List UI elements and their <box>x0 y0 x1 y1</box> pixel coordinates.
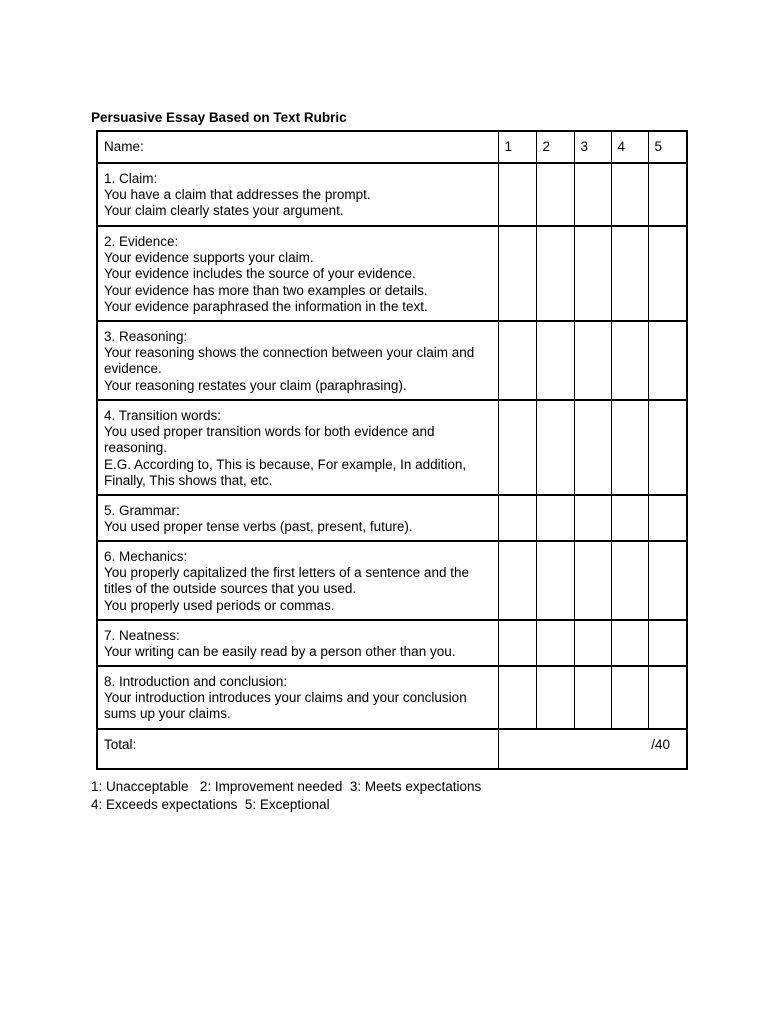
criterion-title: 3. Reasoning: <box>104 329 188 344</box>
criterion-line: Your writing can be easily read by a person other than you. <box>104 644 456 660</box>
score-cell-5[interactable] <box>648 495 687 541</box>
total-max-value: /40 <box>651 737 670 752</box>
legend-line-2: 4: Exceeds expectations 5: Exceptional <box>91 797 330 812</box>
score-cell-5[interactable] <box>648 400 687 495</box>
criterion-line: Your introduction introduces your claims and your conclusion sums up your claims. <box>104 690 467 722</box>
criterion-row-evidence <box>97 226 687 321</box>
score-cell-1[interactable] <box>498 620 536 666</box>
score-cell-3[interactable] <box>574 163 611 226</box>
total-label: Total: <box>97 729 498 769</box>
score-cell-5[interactable] <box>648 620 687 666</box>
score-header-1: 1 <box>498 131 536 163</box>
score-legend <box>91 778 481 814</box>
criterion-line: Your evidence supports your claim. <box>104 250 314 266</box>
score-cell-3[interactable] <box>574 226 611 321</box>
score-cell-4[interactable] <box>611 400 648 495</box>
score-cell-1[interactable] <box>498 321 536 400</box>
score-cell-4[interactable] <box>611 495 648 541</box>
score-cell-4[interactable] <box>611 666 648 729</box>
criterion-line: E.G. According to, This is because, For example, In addition, Finally, This shows that, etc. <box>104 456 467 488</box>
score-cell-5[interactable] <box>648 541 687 620</box>
score-cell-4[interactable] <box>611 321 648 400</box>
criterion-title: 7. Neatness: <box>104 628 180 643</box>
score-cell-2[interactable] <box>536 666 574 729</box>
rubric-table <box>96 130 688 770</box>
criterion-row-claim <box>97 163 687 226</box>
score-cell-4[interactable] <box>611 226 648 321</box>
score-cell-1[interactable] <box>498 163 536 226</box>
score-cell-5[interactable] <box>648 321 687 400</box>
criterion-line: You have a claim that addresses the prompt. <box>104 187 371 203</box>
criterion-row-mechanics <box>97 541 687 620</box>
score-cell-4[interactable] <box>611 163 648 226</box>
criterion-row-transition-words <box>97 400 687 495</box>
score-cell-1[interactable] <box>498 400 536 495</box>
criterion-line: Your evidence paraphrased the information in the text. <box>104 298 428 314</box>
score-header-5: 5 <box>648 131 687 163</box>
criterion-line: Your evidence includes the source of your evidence. <box>104 266 416 282</box>
criterion-introduction-conclusion <box>97 666 498 729</box>
criterion-grammar <box>97 495 498 541</box>
criterion-reasoning <box>97 321 498 400</box>
score-cell-3[interactable] <box>574 620 611 666</box>
score-cell-4[interactable] <box>611 620 648 666</box>
criterion-title: 4. Transition words: <box>104 408 222 423</box>
score-cell-5[interactable] <box>648 666 687 729</box>
score-cell-2[interactable] <box>536 400 574 495</box>
score-header-4: 4 <box>611 131 648 163</box>
page-title: Persuasive Essay Based on Text Rubric <box>91 110 347 125</box>
score-cell-2[interactable] <box>536 226 574 321</box>
criterion-row-reasoning <box>97 321 687 400</box>
score-cell-5[interactable] <box>648 163 687 226</box>
score-cell-1[interactable] <box>498 226 536 321</box>
score-cell-3[interactable] <box>574 400 611 495</box>
score-header-3: 3 <box>574 131 611 163</box>
score-cell-4[interactable] <box>611 541 648 620</box>
score-cell-2[interactable] <box>536 495 574 541</box>
criterion-title: 1. Claim: <box>104 171 158 186</box>
criterion-title: 2. Evidence: <box>104 234 179 249</box>
total-row <box>97 729 687 769</box>
name-field-label[interactable]: Name: <box>97 131 498 163</box>
criterion-line: You used proper tense verbs (past, present, future). <box>104 519 413 535</box>
score-cell-3[interactable] <box>574 495 611 541</box>
total-score-field[interactable] <box>498 729 687 769</box>
criterion-line: You used proper transition words for both evidence and reasoning. <box>104 424 435 456</box>
score-cell-3[interactable] <box>574 666 611 729</box>
criterion-row-introduction-conclusion <box>97 666 687 729</box>
criterion-line: Your reasoning restates your claim (paraphrasing). <box>104 377 407 393</box>
score-cell-1[interactable] <box>498 541 536 620</box>
score-cell-2[interactable] <box>536 163 574 226</box>
score-header-2: 2 <box>536 131 574 163</box>
criterion-line: Your reasoning shows the connection between your claim and evidence. <box>104 345 475 377</box>
criterion-evidence <box>97 226 498 321</box>
criterion-claim <box>97 163 498 226</box>
criterion-row-grammar <box>97 495 687 541</box>
score-cell-2[interactable] <box>536 321 574 400</box>
criterion-line: You properly used periods or commas. <box>104 597 335 613</box>
score-cell-1[interactable] <box>498 666 536 729</box>
score-cell-3[interactable] <box>574 541 611 620</box>
score-cell-5[interactable] <box>648 226 687 321</box>
score-cell-2[interactable] <box>536 541 574 620</box>
legend-line-1: 1: Unacceptable 2: Improvement needed 3: Meets expectations <box>91 779 482 794</box>
header-row <box>97 131 687 163</box>
criterion-title: 5. Grammar: <box>104 503 180 518</box>
score-cell-1[interactable] <box>498 495 536 541</box>
criterion-line: Your claim clearly states your argument. <box>104 203 344 219</box>
criterion-neatness <box>97 620 498 666</box>
criterion-transition-words <box>97 400 498 495</box>
criterion-title: 8. Introduction and conclusion: <box>104 674 288 689</box>
criterion-line: You properly capitalized the first letters of a sentence and the titles of the outside sources that you used. <box>104 565 469 597</box>
criterion-mechanics <box>97 541 498 620</box>
score-cell-3[interactable] <box>574 321 611 400</box>
score-cell-2[interactable] <box>536 620 574 666</box>
criterion-row-neatness <box>97 620 687 666</box>
criterion-title: 6. Mechanics: <box>104 549 188 564</box>
criterion-line: Your evidence has more than two examples or details. <box>104 282 428 298</box>
